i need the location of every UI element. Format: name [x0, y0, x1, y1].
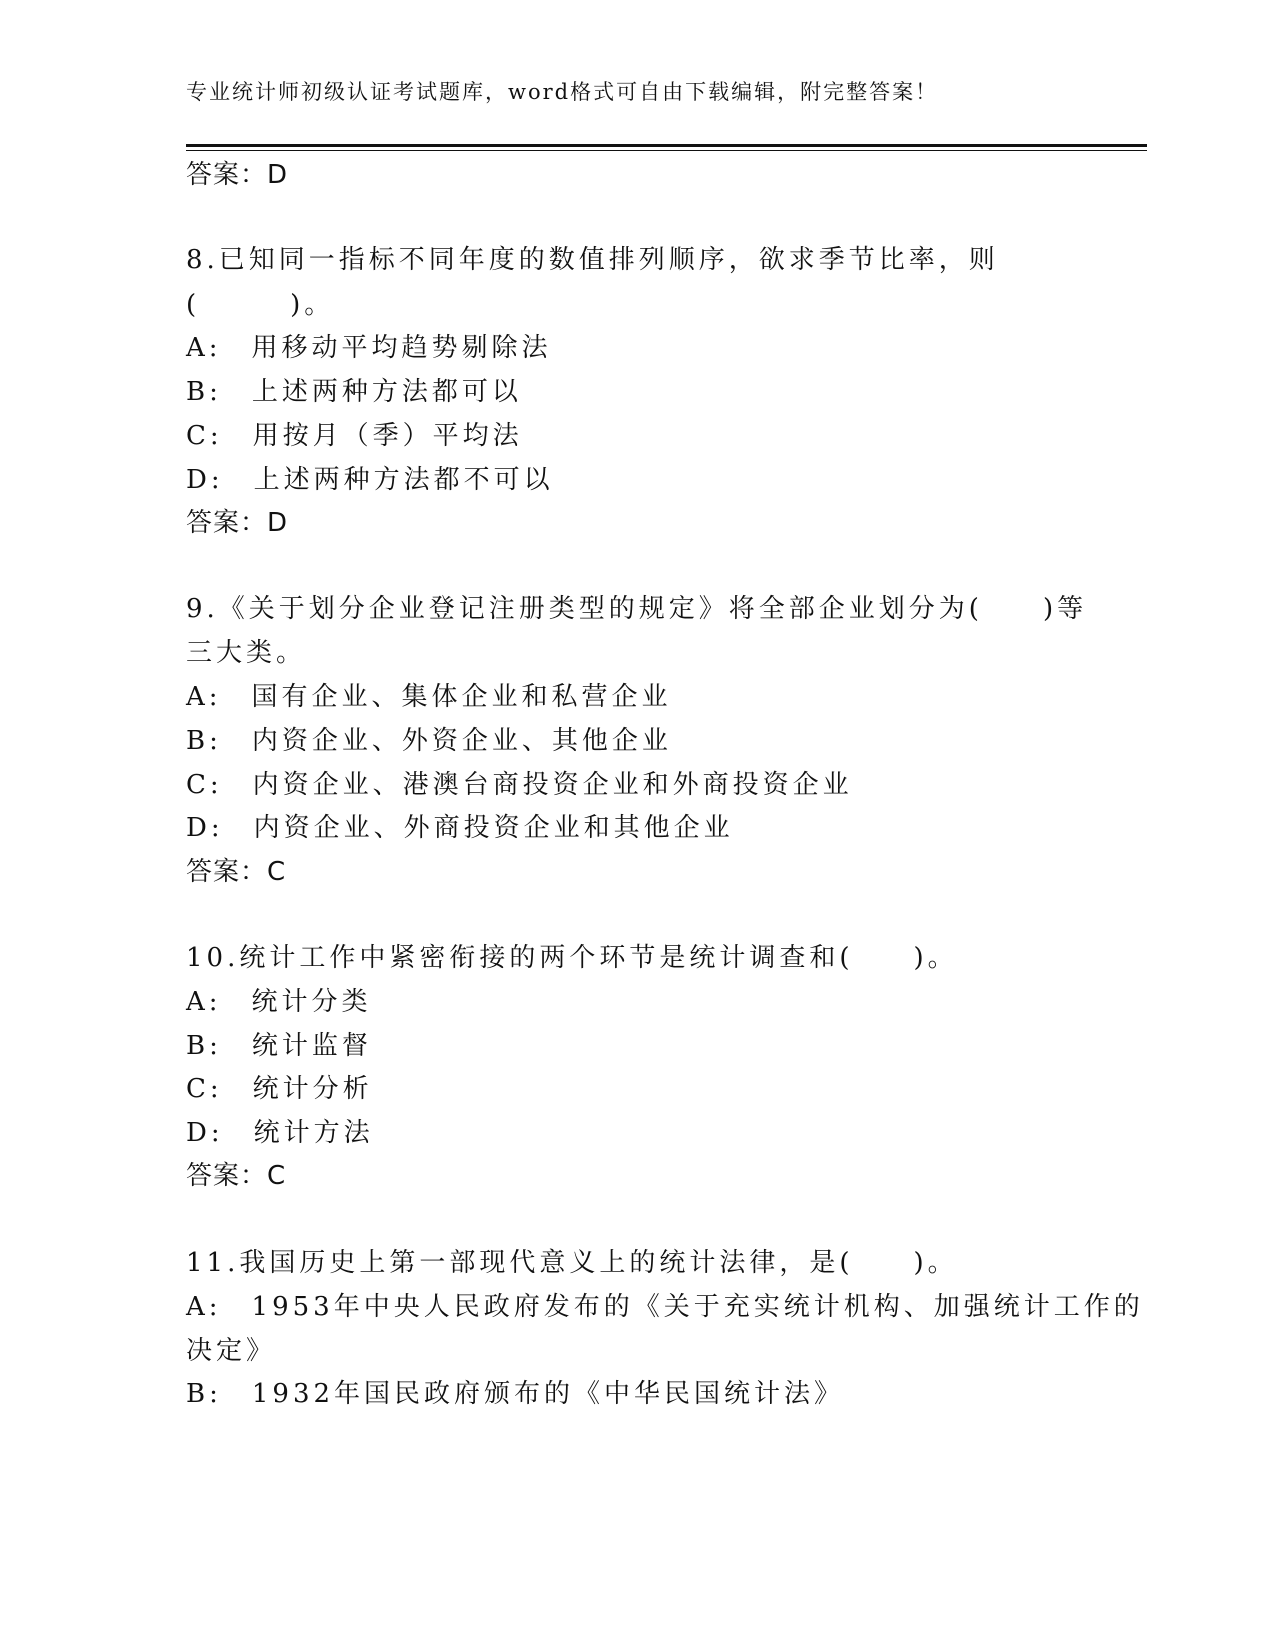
answer-line: 答案：C [186, 857, 287, 887]
question-stem: ( )。 [186, 290, 335, 320]
option-a: A: 用移动平均趋势剔除法 [186, 333, 552, 363]
answer-line: 答案：D [186, 508, 289, 538]
option-d: D: 内资企业、外商投资企业和其他企业 [186, 813, 734, 843]
option-a-continued: 决定》 [186, 1336, 277, 1366]
answer-line: 答案：D [186, 160, 289, 190]
option-b: B: 内资企业、外资企业、其他企业 [186, 726, 672, 756]
option-c: C: 内资企业、港澳台商投资企业和外商投资企业 [186, 770, 853, 800]
option-c: C: 用按月（季）平均法 [186, 421, 523, 451]
question-stem: 8.已知同一指标不同年度的数值排列顺序，欲求季节比率，则 [186, 245, 999, 275]
option-a: A: 1953年中央人民政府发布的《关于充实统计机构、加强统计工作的 [186, 1292, 1144, 1322]
option-a: A: 国有企业、集体企业和私营企业 [186, 682, 672, 712]
question-stem: 三大类。 [186, 638, 307, 668]
option-d: D: 上述两种方法都不可以 [186, 465, 554, 495]
answer-line: 答案：C [186, 1161, 287, 1191]
option-d: D: 统计方法 [186, 1118, 374, 1148]
question-stem: 10.统计工作中紧密衔接的两个环节是统计调查和( )。 [186, 943, 958, 973]
page-header: 专业统计师初级认证考试题库，word格式可自由下载编辑，附完整答案！ [186, 80, 939, 104]
option-b: B: 上述两种方法都可以 [186, 377, 522, 407]
option-b: B: 统计监督 [186, 1031, 372, 1061]
header-divider-thick [186, 144, 1147, 147]
question-stem: 11.我国历史上第一部现代意义上的统计法律，是( )。 [186, 1248, 958, 1278]
option-c: C: 统计分析 [186, 1074, 373, 1104]
header-divider-thin [186, 150, 1147, 151]
question-stem: 9.《关于划分企业登记注册类型的规定》将全部企业划分为( )等 [186, 594, 1088, 624]
option-b: B: 1932年国民政府颁布的《中华民国统计法》 [186, 1379, 845, 1409]
option-a: A: 统计分类 [186, 987, 372, 1017]
